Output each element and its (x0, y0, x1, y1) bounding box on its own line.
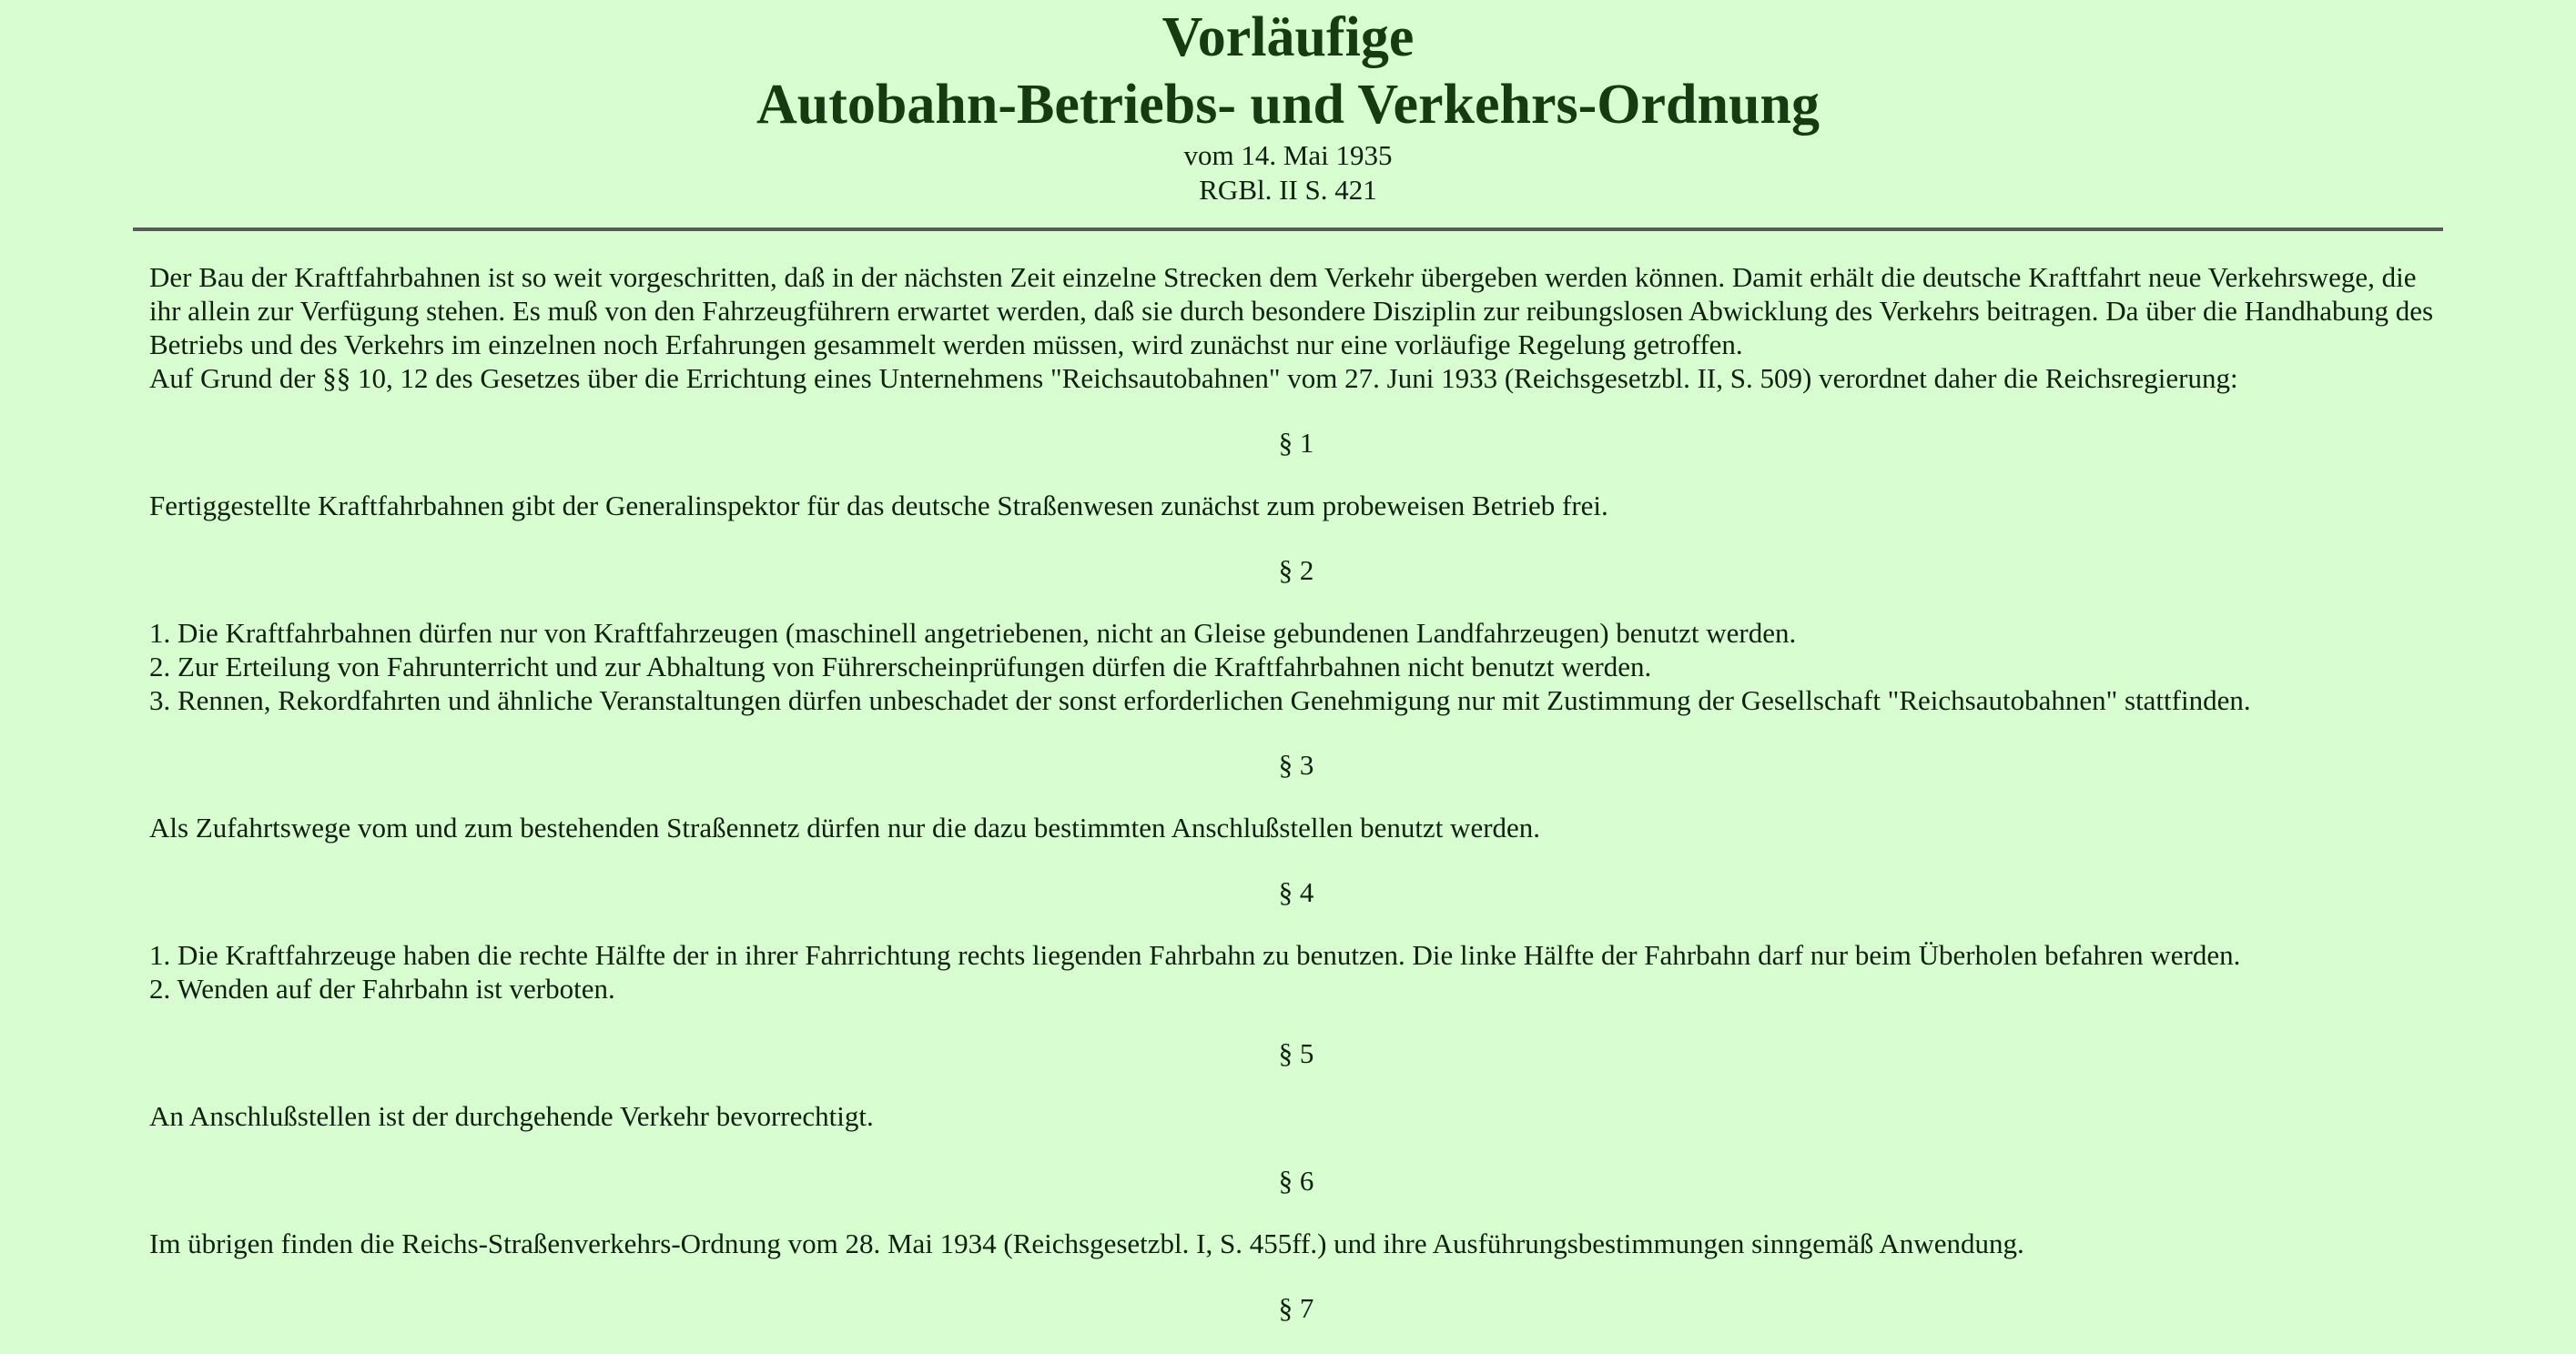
section-line: 3. Rennen, Rekordfahrten und ähnliche Veranstaltungen dürfen unbeschadet der sonst erforderlichen Genehmigung nur mit Zustimmung der Gesellschaft "Reichsautobahnen" stattfinden. (149, 684, 2251, 716)
section-body (149, 616, 2443, 717)
section-line: Fertiggestellte Kraftfahrbahnen gibt der Generalinspektor für das deutsche Straßenwesen zunächst zum probeweisen Betrieb frei. (149, 490, 1608, 521)
document-body (149, 260, 2443, 1354)
section-line: Als Zufahrtswege vom und zum bestehenden Straßennetz dürfen nur die dazu bestimmten Anschlußstellen benutzt werden. (149, 812, 1541, 844)
decree-date: vom 14. Mai 1935 (1183, 139, 1393, 171)
section-heading: § 3 (1278, 749, 1314, 781)
section-line: 1. Die Kraftfahrzeuge haben die rechte Hälfte der in ihrer Fahrrichtung rechts liegenden Fahrbahn zu benutzen. Die linke Hälfte der Fahrbahn darf nur beim Überholen befahren werden. (149, 939, 2241, 971)
section-heading: § 7 (1278, 1292, 1314, 1324)
preamble-paragraph-2: Auf Grund der §§ 10, 12 des Gesetzes über die Errichtung eines Unternehmens "Reichsautobahnen" vom 27. Juni 1933 (Reichsgesetzbl. II, S. 509) verordnet daher die Reichsregierung: (149, 362, 2238, 394)
section-4 (149, 875, 2443, 1005)
section-body (149, 1099, 2443, 1133)
title-line-1: Vorläufige (1161, 6, 1415, 68)
section-line: Im übrigen finden die Reichs-Straßenverkehrs-Ordnung vom 28. Mai 1934 (Reichsgesetzbl. I, S. 455ff.) und ihre Ausführungsbestimmungen sinngemäß Anwendung. (149, 1228, 2024, 1259)
section-6 (149, 1164, 2443, 1260)
preamble-paragraph-1: Der Bau der Kraftfahrbahnen ist so weit vorgeschritten, daß in der nächsten Zeit einzelne Strecken dem Verkehr übergeben werden können. Damit erhält die deutsche Kraftfahrt neue Verkehrswege, die ihr allein zur Verfügung stehen. Es muß von den Fahrzeugführern erwartet werden, daß sie durch besondere Disziplin zur reibungslosen Abwicklung des Verkehrs beitragen. Da über die Handhabung des Betriebs und des Verkehrs im einzelnen noch Erfahrungen gesammelt werden müssen, wird zunächst nur eine vorläufige Regelung getroffen. (149, 261, 2434, 360)
section-body (149, 938, 2443, 1005)
section-heading: § 4 (1278, 876, 1314, 908)
section-body (149, 489, 2443, 522)
section-line: An Anschlußstellen ist der durchgehende Verkehr bevorrechtigt. (149, 1100, 874, 1132)
title-line-2: Autobahn-Betriebs- und Verkehrs-Ordnung (756, 74, 1820, 136)
section-2 (149, 553, 2443, 717)
gazette-reference: RGBl. II S. 421 (1199, 174, 1377, 206)
section-heading: § 5 (1278, 1037, 1314, 1069)
section-7 (149, 1291, 2443, 1325)
section-body (149, 1227, 2443, 1260)
section-heading: § 6 (1278, 1165, 1314, 1197)
horizontal-rule (133, 227, 2443, 231)
section-body (149, 811, 2443, 844)
section-1 (149, 426, 2443, 522)
document-header (0, 0, 2576, 207)
section-3 (149, 748, 2443, 844)
section-heading: § 1 (1278, 427, 1314, 459)
section-5 (149, 1036, 2443, 1133)
section-line: 2. Zur Erteilung von Fahrunterricht und zur Abhaltung von Führerscheinprüfungen dürfen die Kraftfahrbahnen nicht benutzt werden. (149, 651, 1652, 682)
section-heading: § 2 (1278, 554, 1314, 586)
section-line: 2. Wenden auf der Fahrbahn ist verboten. (149, 973, 615, 1005)
section-line: 1. Die Kraftfahrbahnen dürfen nur von Kraftfahrzeugen (maschinell angetriebenen, nicht an Gleise gebundenen Landfahrzeugen) benutzt werden. (149, 617, 1797, 649)
preamble (149, 260, 2443, 395)
